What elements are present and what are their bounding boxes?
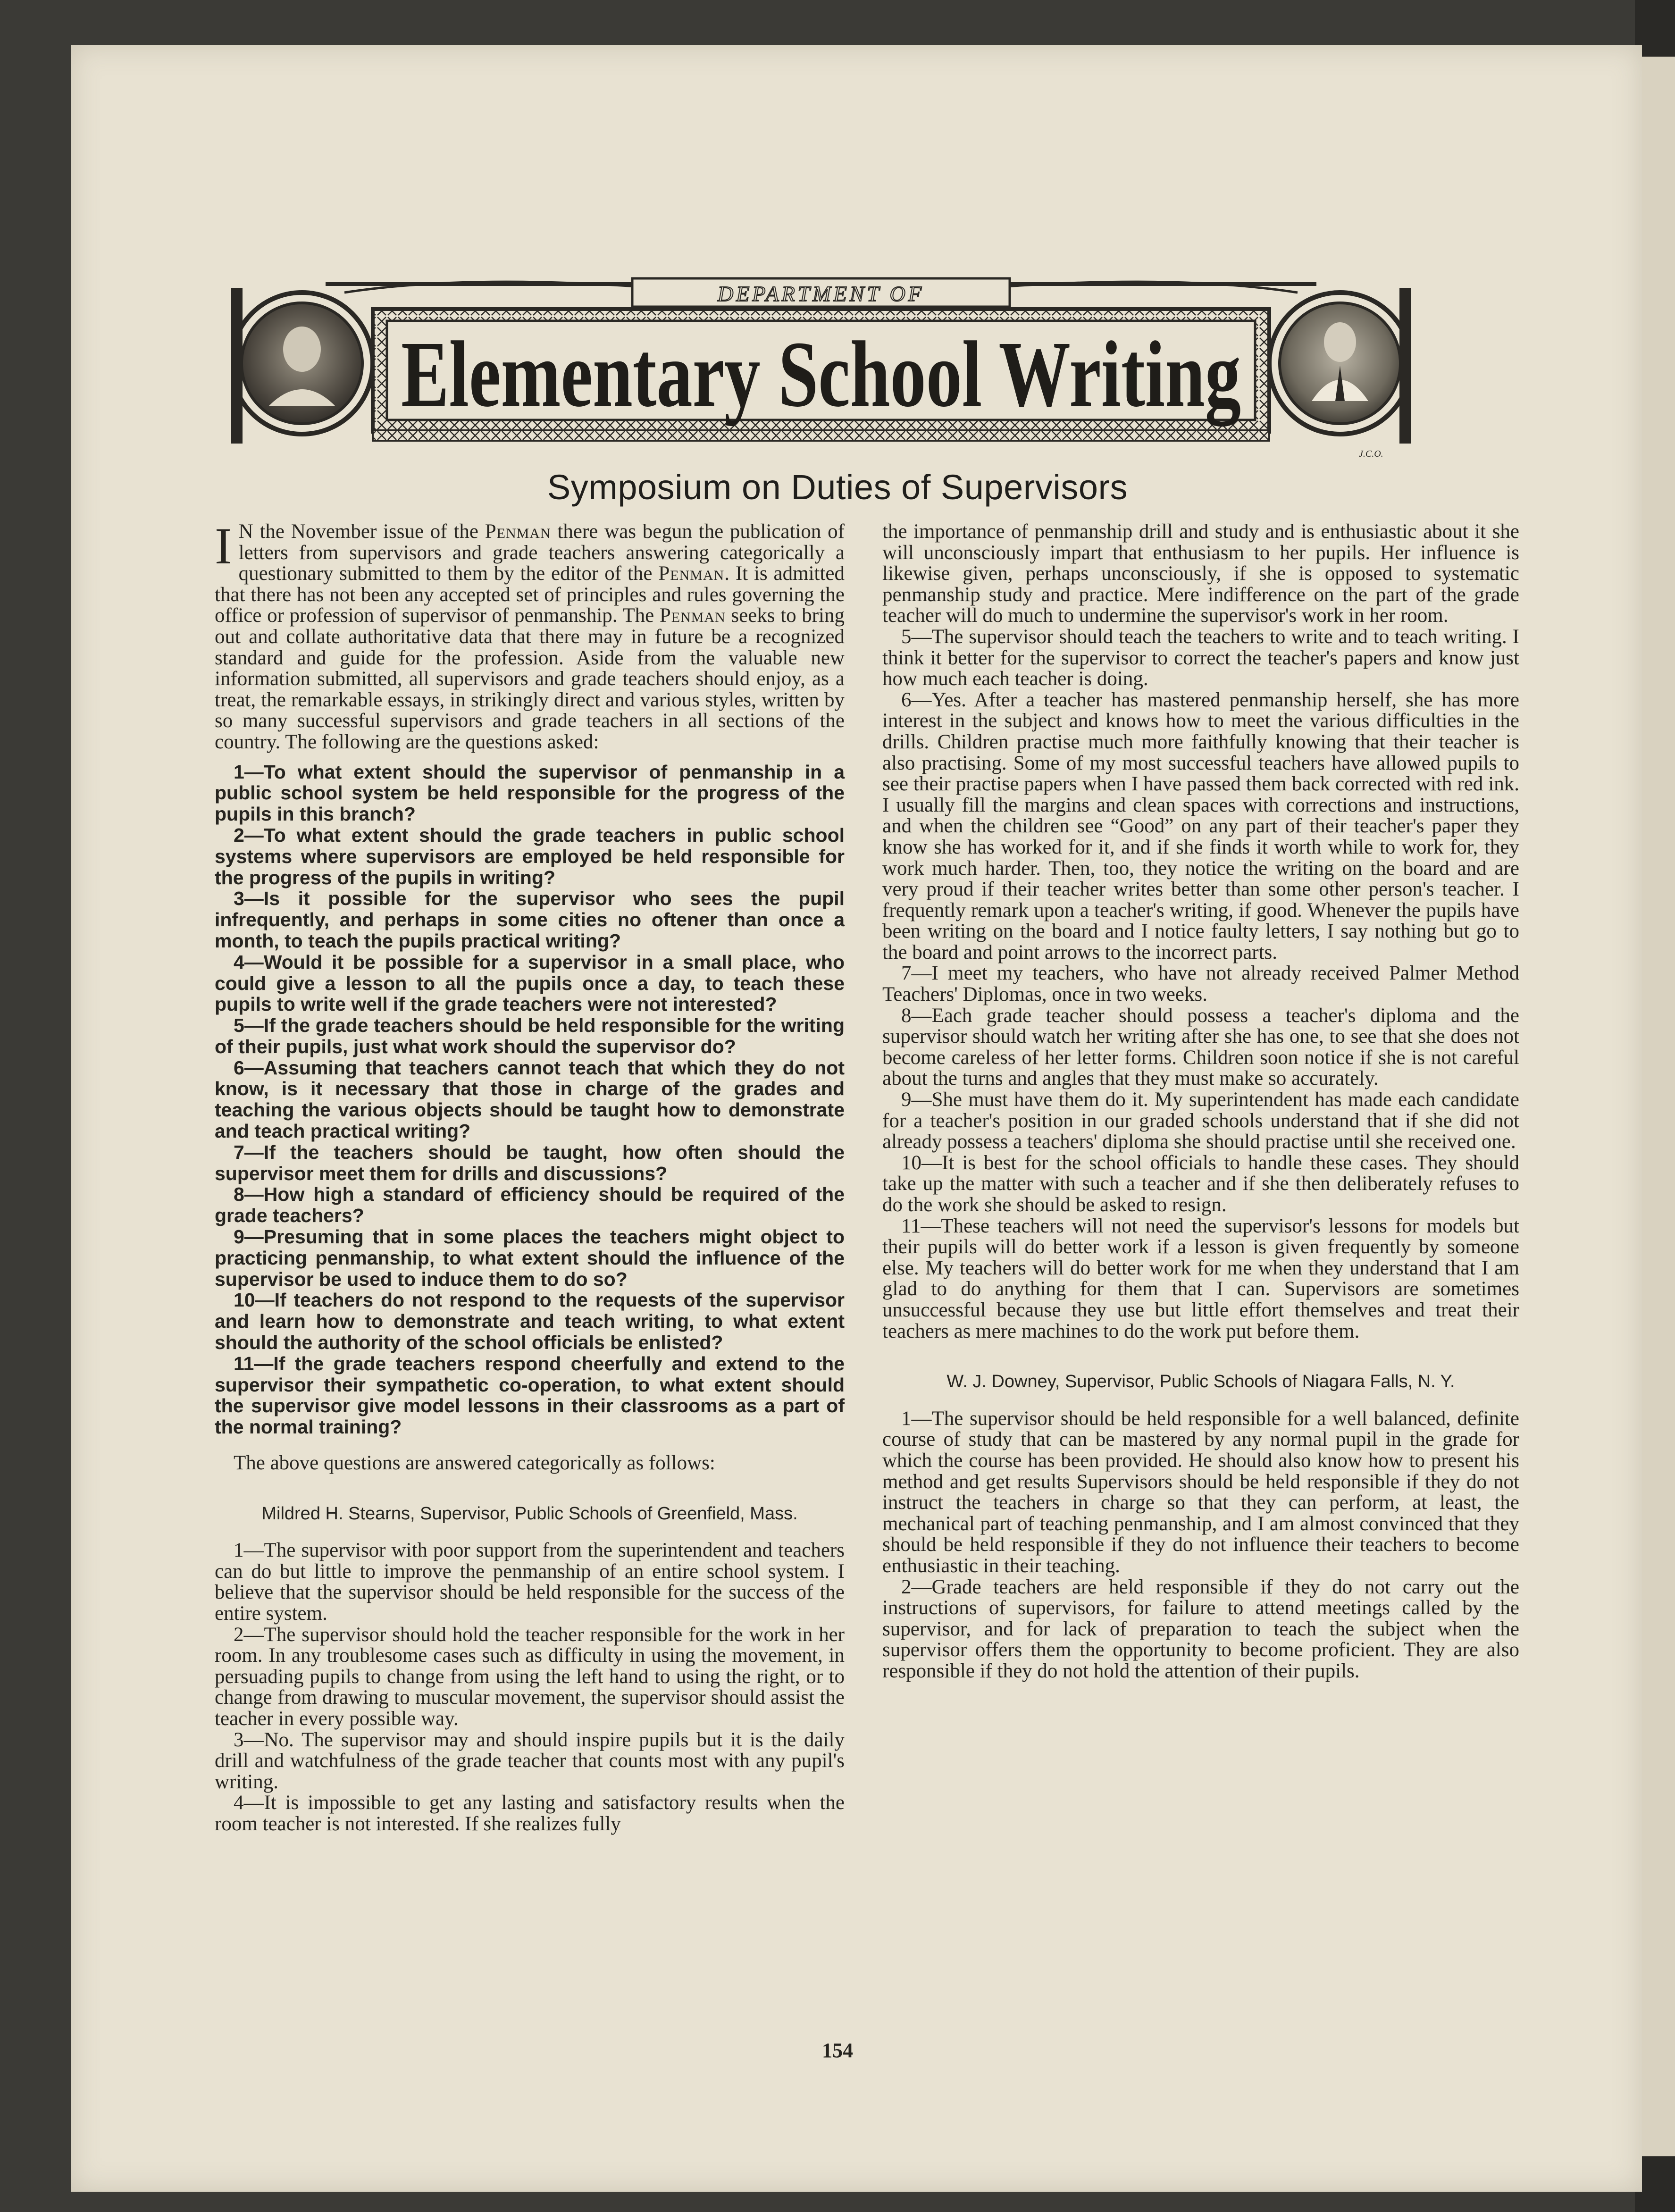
question-11: 11—If the grade teachers respond cheerfully and extend to the supervisor their sympathetic co-operation, to what extent should the supervisor give model lessons in their classrooms as a part of the normal training? xyxy=(215,1352,845,1438)
answer-paragraph: 6—Yes. After a teacher has mastered penmanship herself, she has more interest in the subject and knows how to meet the various difficulties in the drills. Children practise much more faithfully knowing that their teacher is also practising. Some of my most successful teachers have allowed pupils to see their practise papers when I have passed them back corrected with red ink. I usually fill the margins and clean spaces with corrections and instructions, and when the children see “Good” on any part of their teacher's paper they know she has worked for it, and if she finds it worth while to work for, they work much harder. Then, too, they notice the writing on the board and are very proud if their teacher writes better than some other person's teacher. I frequently remark upon a teacher's writing, if good. Whenever the pupils have been writing on the board and I notice faulty letters, I say nothing but go to the board and point arrows to the incorrect parts. xyxy=(882,688,1519,964)
intro-paragraph: I N the November issue of the Penman there was begun the publication of letters from supervisors and grade teachers answering categorically a questionary submitted to them by the editor of the Penman. It is admitted that there has not been any accepted set of principles and rules governing the office or profession of supervisor of penmanship. The Penman seeks to bring out and collate authoritative data that there may in future be a recognized standard and guide for the profession. Aside from the valuable new information submitted, all supervisors and grade teachers should enjoy, as a treat, the remarkable essays, in strikingly direct and various styles, written by so many successful supervisors and grade teachers in all sections of the country. The following are the questions asked: xyxy=(215,517,845,753)
penman-ref: Penman xyxy=(659,604,726,627)
respondent-byline: W. J. Downey, Supervisor, Public Schools of Niagara Falls, N. Y. xyxy=(946,1372,1455,1392)
left-column xyxy=(215,517,845,1835)
answer-paragraph: the importance of penmanship drill and study and is enthusiastic about it she will unconsciously impart that enthusiasm to her pupils. Her influence is likewise given, perhaps unconsciously, if she is opposed to systematic penmanship study and practice. Mere indifference on the part of the grade teacher will do much to undermine the supervisor's work in her room. xyxy=(882,520,1519,627)
page-number: 154 xyxy=(822,2039,853,2062)
question-3: 3—Is it possible for the supervisor who sees the pupil infrequently, and perhaps in some cities no oftener than once a month, to teach the pupils practical writing? xyxy=(215,888,845,952)
question-10: 10—If teachers do not respond to the requests of the supervisor and learn how to demonstrate and teach writing, to what extent should the authority of the school officials be enlisted? xyxy=(215,1289,845,1354)
department-banner xyxy=(231,264,1411,462)
answers-lead: The above questions are answered categorically as follows: xyxy=(234,1452,715,1475)
penman-ref: Penman xyxy=(658,562,725,585)
article-title: Symposium on Duties of Supervisors xyxy=(547,468,1128,507)
question-4: 4—Would it be possible for a supervisor in a small place, who could give a lesson to all the pupils once a day, to teach these pupils to write well if the grade teachers were not interested? xyxy=(215,951,845,1015)
banner-title: Elementary School Writing xyxy=(401,322,1241,427)
question-5: 5—If the grade teachers should be held responsible for the writing of their pupils, just what work should the supervisor do? xyxy=(215,1014,845,1057)
answer-paragraph: 2—The supervisor should hold the teacher responsible for the work in her room. In any troublesome cases such as difficulty in using the movement, in persuading pupils to change from using the left hand to using the right, or to change from drawing to muscular movement, the supervisor should assist the teacher in every possible way. xyxy=(215,1623,845,1730)
answer-paragraph: 7—I meet my teachers, who have not already received Palmer Method Teachers' Diplomas, once in two weeks. xyxy=(882,962,1519,1006)
penman-ref: Penman xyxy=(485,520,551,543)
answer-paragraph: 3—No. The supervisor may and should inspire pupils but it is the daily drill and watchfulness of the grade teacher that counts most with any pupil's writing. xyxy=(215,1728,845,1793)
answer-paragraph: 5—The supervisor should teach the teachers to write and to teach writing. I think it better for the supervisor to correct the teacher's papers and know just how much each teacher is doing. xyxy=(882,625,1519,690)
question-6: 6—Assuming that teachers cannot teach that which they do not know, is it necessary that those in charge of the grades and teaching the various objects should be taught how to demonstrate and teach practical writing? xyxy=(215,1056,845,1142)
artist-signature: J.C.O. xyxy=(1359,449,1383,459)
boy-writing-photo xyxy=(1280,303,1400,424)
adjacent-page-edge xyxy=(1642,57,1675,2156)
question-1: 1—To what extent should the supervisor of penmanship in a public school system be held responsible for the progress of the pupils in this branch? xyxy=(215,761,845,825)
answer-paragraph: 1—The supervisor should be held responsible for a well balanced, definite course of study that can be mastered by any normal pupil in the grade for which the course has been provided. He should also know how to present his method and get results Supervisors should be held responsible if they do not instruct the teachers in charge so that they can perform, at least, the mechanical part of teaching penmanship, and I am almost convinced that they should be held responsible if they do not influence their teachers to become enthusiastic in their teaching. xyxy=(882,1407,1519,1577)
answer-paragraph: 11—These teachers will not need the supervisor's lessons for models but their pupils will do better work if a lesson is given frequently by someone else. My teachers will do better work for me when they understand that I am glad to do anything for them that I can. Supervisors are sometimes unsuccessful because they use but little effort themselves and treat their teachers as mere machines to do the work put before them. xyxy=(882,1215,1519,1342)
drop-cap: I xyxy=(215,517,232,575)
answer-paragraph: 4—It is impossible to get any lasting and satisfactory results when the room teacher is not interested. If she realizes fully xyxy=(215,1792,845,1835)
right-column xyxy=(882,521,1519,1682)
answer-paragraph: 8—Each grade teacher should possess a teacher's diploma and the supervisor should watch her writing after she has one, to see that she does not become careless of her letter forms. Children soon notice if she is not careful about the turns and angles that they must make so accurately. xyxy=(882,1004,1519,1090)
answer-paragraph: 1—The supervisor with poor support from the superintendent and teachers can do but little to improve the penmanship of an entire school system. I believe that the supervisor should be held responsible for the success of the entire system. xyxy=(215,1539,845,1625)
question-9: 9—Presuming that in some places the teachers might object to practicing penmanship, to what extent should the influence of the supervisor be used to induce them to do so? xyxy=(215,1226,845,1290)
answer-paragraph: 10—It is best for the school officials to handle these cases. They should take up the matter with such a teacher and if she then deliberately refuses to do the work she should be asked to resign. xyxy=(882,1151,1519,1216)
respondent-byline: Mildred H. Stearns, Supervisor, Public Schools of Greenfield, Mass. xyxy=(261,1503,798,1524)
answer-paragraph: 2—Grade teachers are held responsible if they do not carry out the instructions of supervisors, for failure to attend meetings called by the supervisor, and for lack of preparation to teach the subject when the supervisor offers them the opportunity to become proficient. They are also responsible if they do not hold the attention of their pupils. xyxy=(882,1575,1519,1682)
department-label: DEPARTMENT OF xyxy=(718,282,924,306)
answer-paragraph: 9—She must have them do it. My superintendent has made each candidate for a teacher's position in our graded schools understand that if she did not already possess a teachers' diploma she should practise until she received one. xyxy=(882,1089,1519,1153)
question-7: 7—If the teachers should be taught, how often should the supervisor meet them for drills and discussions? xyxy=(215,1141,845,1184)
question-2: 2—To what extent should the grade teachers in public school systems where supervisors are employed be held responsible for the progress of the pupils in writing? xyxy=(215,824,845,888)
question-8: 8—How high a standard of efficiency should be required of the grade teachers? xyxy=(215,1183,845,1227)
